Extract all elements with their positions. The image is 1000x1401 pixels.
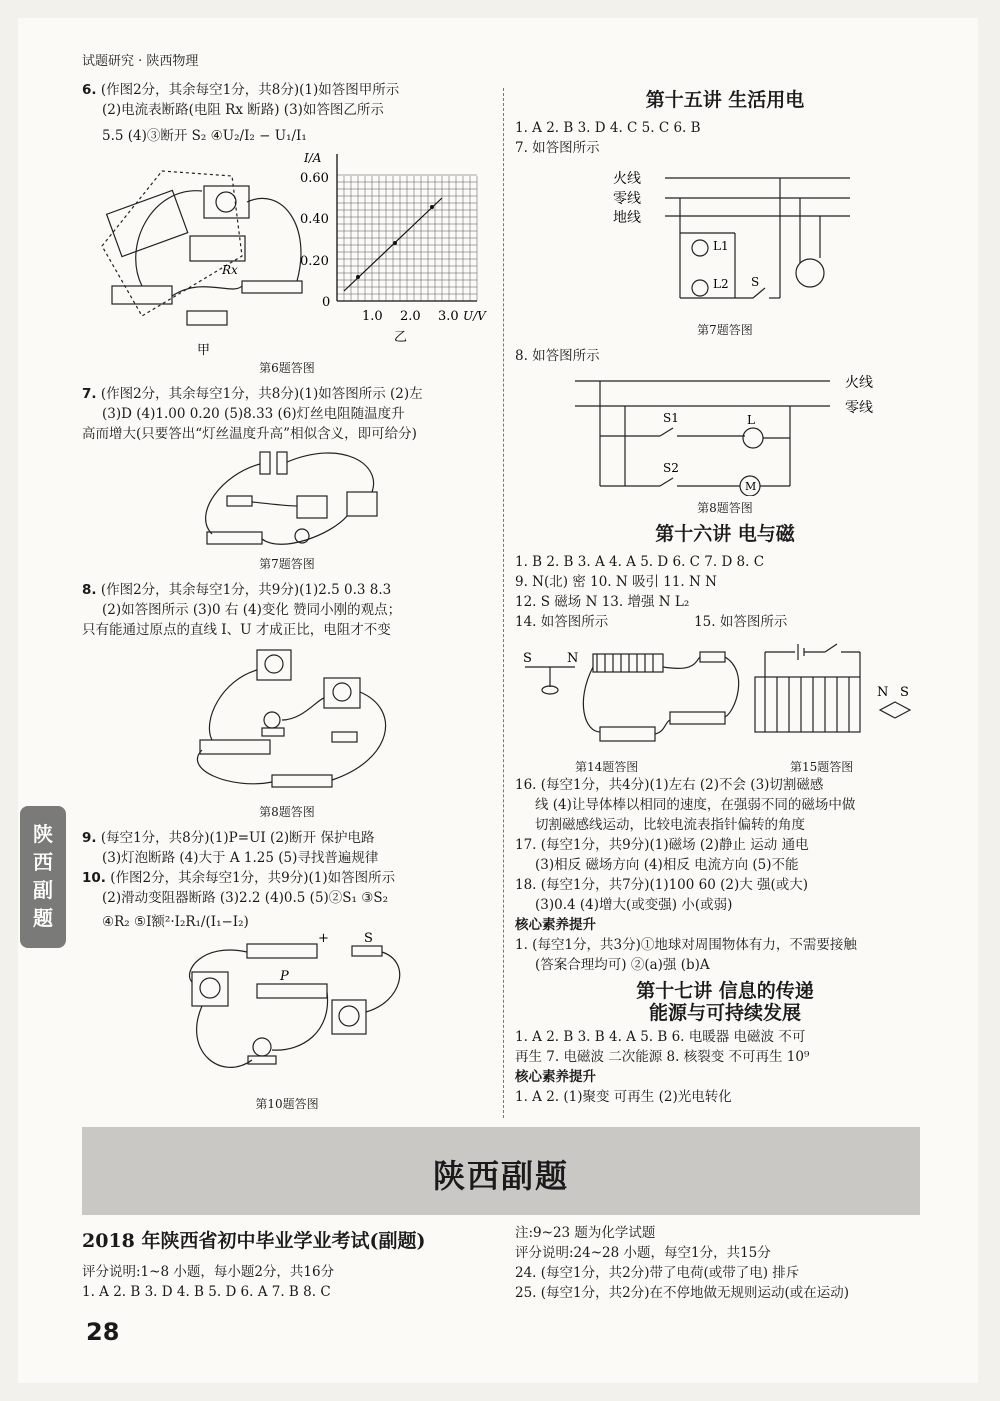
lec15-q8: 8. 如答图所示 xyxy=(515,348,600,364)
lec16-answers-3: 12. S 磁场 N 13. 增强 N L₂ xyxy=(515,594,690,610)
q9-line-1: (每空1分，共8分)(1)P=UI (2)断开 保护电路 xyxy=(100,830,375,846)
lec16-figures-svg xyxy=(515,632,935,757)
q6-number: 6. xyxy=(82,82,97,98)
lecture-16-title: 第十六讲 电与磁 xyxy=(655,523,795,545)
q7-number: 7. xyxy=(82,386,97,402)
fig14-n-label: N xyxy=(567,651,579,666)
figure-8-svg xyxy=(82,640,492,800)
fig10-s-label: S xyxy=(364,932,373,946)
q18-line-1: 18. (每空1分，共7分)(1)100 60 (2)大 强(或大) xyxy=(515,877,809,893)
q10-line-3: ④R₂ ⑤I额²·I₂R₁/(I₁−I₂) xyxy=(102,914,249,930)
fig6-caption: 第6题答图 xyxy=(259,361,315,375)
l1-label: L1 xyxy=(713,239,729,253)
lecture-17-title: 第十七讲 信息的传递 xyxy=(636,980,814,1002)
lec15-figure-8-svg xyxy=(515,366,935,496)
core1-line-2: (答案合理均可) ②(a)强 (b)A xyxy=(535,957,710,973)
exam-left-line-2: 1. A 2. B 3. D 4. B 5. D 6. A 7. B 8. C xyxy=(82,1284,331,1300)
lec16-answers-4: 14. 如答图所示 15. 如答图所示 xyxy=(515,614,788,630)
q18-line-2: (3)0.4 (4)增大(或变强) 小(或弱) xyxy=(535,897,733,913)
l2-label: L2 xyxy=(713,277,729,291)
exam-left-line-1: 评分说明:1~8 小题，每小题2分，共16分 xyxy=(82,1264,335,1280)
fig8-caption: 第8题答图 xyxy=(259,805,315,819)
figure-6 xyxy=(82,146,492,356)
lec15-fig7-caption: 第7题答图 xyxy=(697,323,753,337)
l-label-8: L xyxy=(747,413,755,427)
lec15-figure-7-svg xyxy=(515,158,935,318)
q17-line-2: (3)相反 磁场方向 (4)相反 电流方向 (5)不能 xyxy=(535,857,799,873)
fire-line-label-8: 火线 xyxy=(845,375,873,391)
fig15-n-label: N xyxy=(877,685,889,700)
fig10-p-label: P xyxy=(280,969,289,984)
q9-line-2: (3)灯泡断路 (4)大于 A 1.25 (5)寻找普遍规律 xyxy=(102,850,379,866)
q10-line-1: (作图2分，其余每空1分，共9分)(1)如答图所示 xyxy=(110,870,396,886)
exam-right-line-3: 24. (每空1分，共2分)带了电荷(或带了电) 排斥 xyxy=(515,1265,800,1281)
fig15-s-label: S xyxy=(900,685,909,700)
circuit-a xyxy=(102,171,302,325)
y-tick-0.20: 0.20 xyxy=(300,254,329,269)
q8-line-3: 只有能通过原点的直线 I、U 才成正比，电阻才不变 xyxy=(82,622,391,638)
core1-line-1: 1. (每空1分，共3分)①地球对周围物体有力，不需要接触 xyxy=(515,937,857,953)
q6-line-2: (2)电流表断路(电阻 Rx 断路) (3)如答图乙所示 xyxy=(102,102,384,118)
side-tab xyxy=(20,806,66,948)
page-number: 28 xyxy=(86,1318,120,1346)
q9-number: 9. xyxy=(82,830,97,846)
right-column xyxy=(515,90,935,1107)
lecture-17-subtitle: 能源与可持续发展 xyxy=(648,1002,801,1024)
fig6-r-label: Rx xyxy=(222,263,238,277)
side-tab-label: 陕西副题 xyxy=(33,822,53,930)
q16-line-3: 切割磁感线运动，比较电流表指针偏转的角度 xyxy=(535,817,805,833)
column-divider xyxy=(503,88,504,1118)
core-literacy-title-1: 核心素养提升 xyxy=(515,917,596,933)
lecture-15-answers: 1. A 2. B 3. D 4. C 5. C 6. B xyxy=(515,120,701,136)
x-tick-2.0: 2.0 xyxy=(400,309,421,324)
fig6-label-a: 甲 xyxy=(197,343,211,356)
left-column xyxy=(82,80,492,1120)
x-tick-3.0: 3.0 xyxy=(438,309,459,324)
q6-line-1: (作图2分，其余每空1分，共8分)(1)如答图甲所示 xyxy=(100,82,400,98)
y-tick-0.60: 0.60 xyxy=(300,171,329,186)
zero-line-label-7: 零线 xyxy=(613,191,641,207)
x-tick-1.0: 1.0 xyxy=(362,309,383,324)
lec17-answers-2: 再生 7. 电磁波 二次能源 8. 核裂变 不可再生 10⁹ xyxy=(515,1049,810,1065)
y-tick-0: 0 xyxy=(322,295,331,310)
y-tick-0.40: 0.40 xyxy=(300,212,329,227)
running-header: 试题研究 · 陕西物理 xyxy=(82,54,199,69)
q7-line-3: 高而增大(只要答出“灯丝温度升高”相似含义，即可给分) xyxy=(82,426,417,442)
fig7-caption: 第7题答图 xyxy=(259,557,315,571)
lec16-answers-2: 9. N(北) 密 10. N 吸引 11. N N xyxy=(515,574,717,590)
q10-number: 10. xyxy=(82,870,106,886)
fig6-label-b: 乙 xyxy=(394,330,408,345)
s-label-7: S xyxy=(751,275,760,289)
q8-number: 8. xyxy=(82,582,97,598)
q7-line-1: (作图2分，其余每空1分，共8分)(1)如答图所示 (2)左 xyxy=(100,386,423,402)
q8-line-2: (2)如答图所示 (3)0 右 (4)变化 赞同小刚的观点； xyxy=(102,602,402,618)
ground-line-label-7: 地线 xyxy=(613,210,641,226)
fig14-s-label: S xyxy=(523,651,532,666)
core-literacy-title-2: 核心素养提升 xyxy=(515,1069,596,1085)
fire-line-label-7: 火线 xyxy=(613,171,641,187)
m-label-8: M xyxy=(745,480,757,493)
graph-point xyxy=(393,241,397,245)
banner-title: 陕西副题 xyxy=(432,1157,569,1195)
q7-line-2: (3)D (4)1.00 0.20 (5)8.33 (6)灯丝电阻随温度升 xyxy=(102,406,405,422)
section-banner xyxy=(82,1127,920,1215)
graph-point xyxy=(430,205,434,209)
lec17-answers-1: 1. A 2. B 3. B 4. A 5. B 6. 电暖器 电磁波 不可 xyxy=(515,1029,806,1045)
s1-label: S1 xyxy=(663,411,679,425)
figure-6-svg xyxy=(82,146,492,356)
q6-line-3: 5.5 (4)③断开 S₂ ④U₂/I₂ − U₁/I₁ xyxy=(102,128,307,144)
figure-7-svg xyxy=(82,444,492,552)
s2-label: S2 xyxy=(663,461,679,475)
core2-line: 1. A 2. (1)聚变 可再生 (2)光电转化 xyxy=(515,1089,732,1105)
q16-line-2: 线 (4)让导体棒以相同的速度，在强弱不同的磁场中做 xyxy=(535,797,856,813)
graph-ylabel: I/A xyxy=(304,151,322,165)
zero-line-label-8: 零线 xyxy=(845,400,873,416)
exam-title: 2018 年陕西省初中毕业学业考试(副题) xyxy=(82,1230,426,1252)
fig10-caption: 第10题答图 xyxy=(255,1097,319,1111)
svg-text:+: + xyxy=(318,932,329,946)
q10-line-2: (2)滑动变阻器断路 (3)2.2 (4)0.5 (5)②S₁ ③S₂ xyxy=(102,890,389,906)
lec15-q7: 7. 如答图所示 xyxy=(515,140,600,156)
exam-right-line-1: 注:9~23 题为化学试题 xyxy=(515,1225,656,1241)
q17-line-1: 17. (每空1分，共9分)(1)磁场 (2)静止 运动 通电 xyxy=(515,837,809,853)
fig14-caption: 第14题答图 xyxy=(575,760,639,774)
exam-right-line-4: 25. (每空1分，共2分)在不停地做无规则运动(或在运动) xyxy=(515,1285,850,1301)
fig15-caption: 第15题答图 xyxy=(790,760,854,774)
lecture-15-title: 第十五讲 生活用电 xyxy=(645,89,805,111)
exam-right-line-2: 评分说明:24~28 小题，每空1分，共15分 xyxy=(515,1245,771,1261)
lec15-fig8-caption: 第8题答图 xyxy=(697,501,753,515)
graph-xlabel: U/V xyxy=(463,309,486,323)
figure-10-svg xyxy=(82,932,492,1092)
q8-line-1: (作图2分，其余每空1分，共9分)(1)2.5 0.3 8.3 xyxy=(100,582,392,598)
lec16-answers-1: 1. B 2. B 3. A 4. A 5. D 6. C 7. D 8. C xyxy=(515,554,765,570)
graph-b xyxy=(300,151,487,345)
q16-line-1: 16. (每空1分，共4分)(1)左右 (2)不会 (3)切割磁感 xyxy=(515,777,824,793)
graph-point xyxy=(356,275,360,279)
